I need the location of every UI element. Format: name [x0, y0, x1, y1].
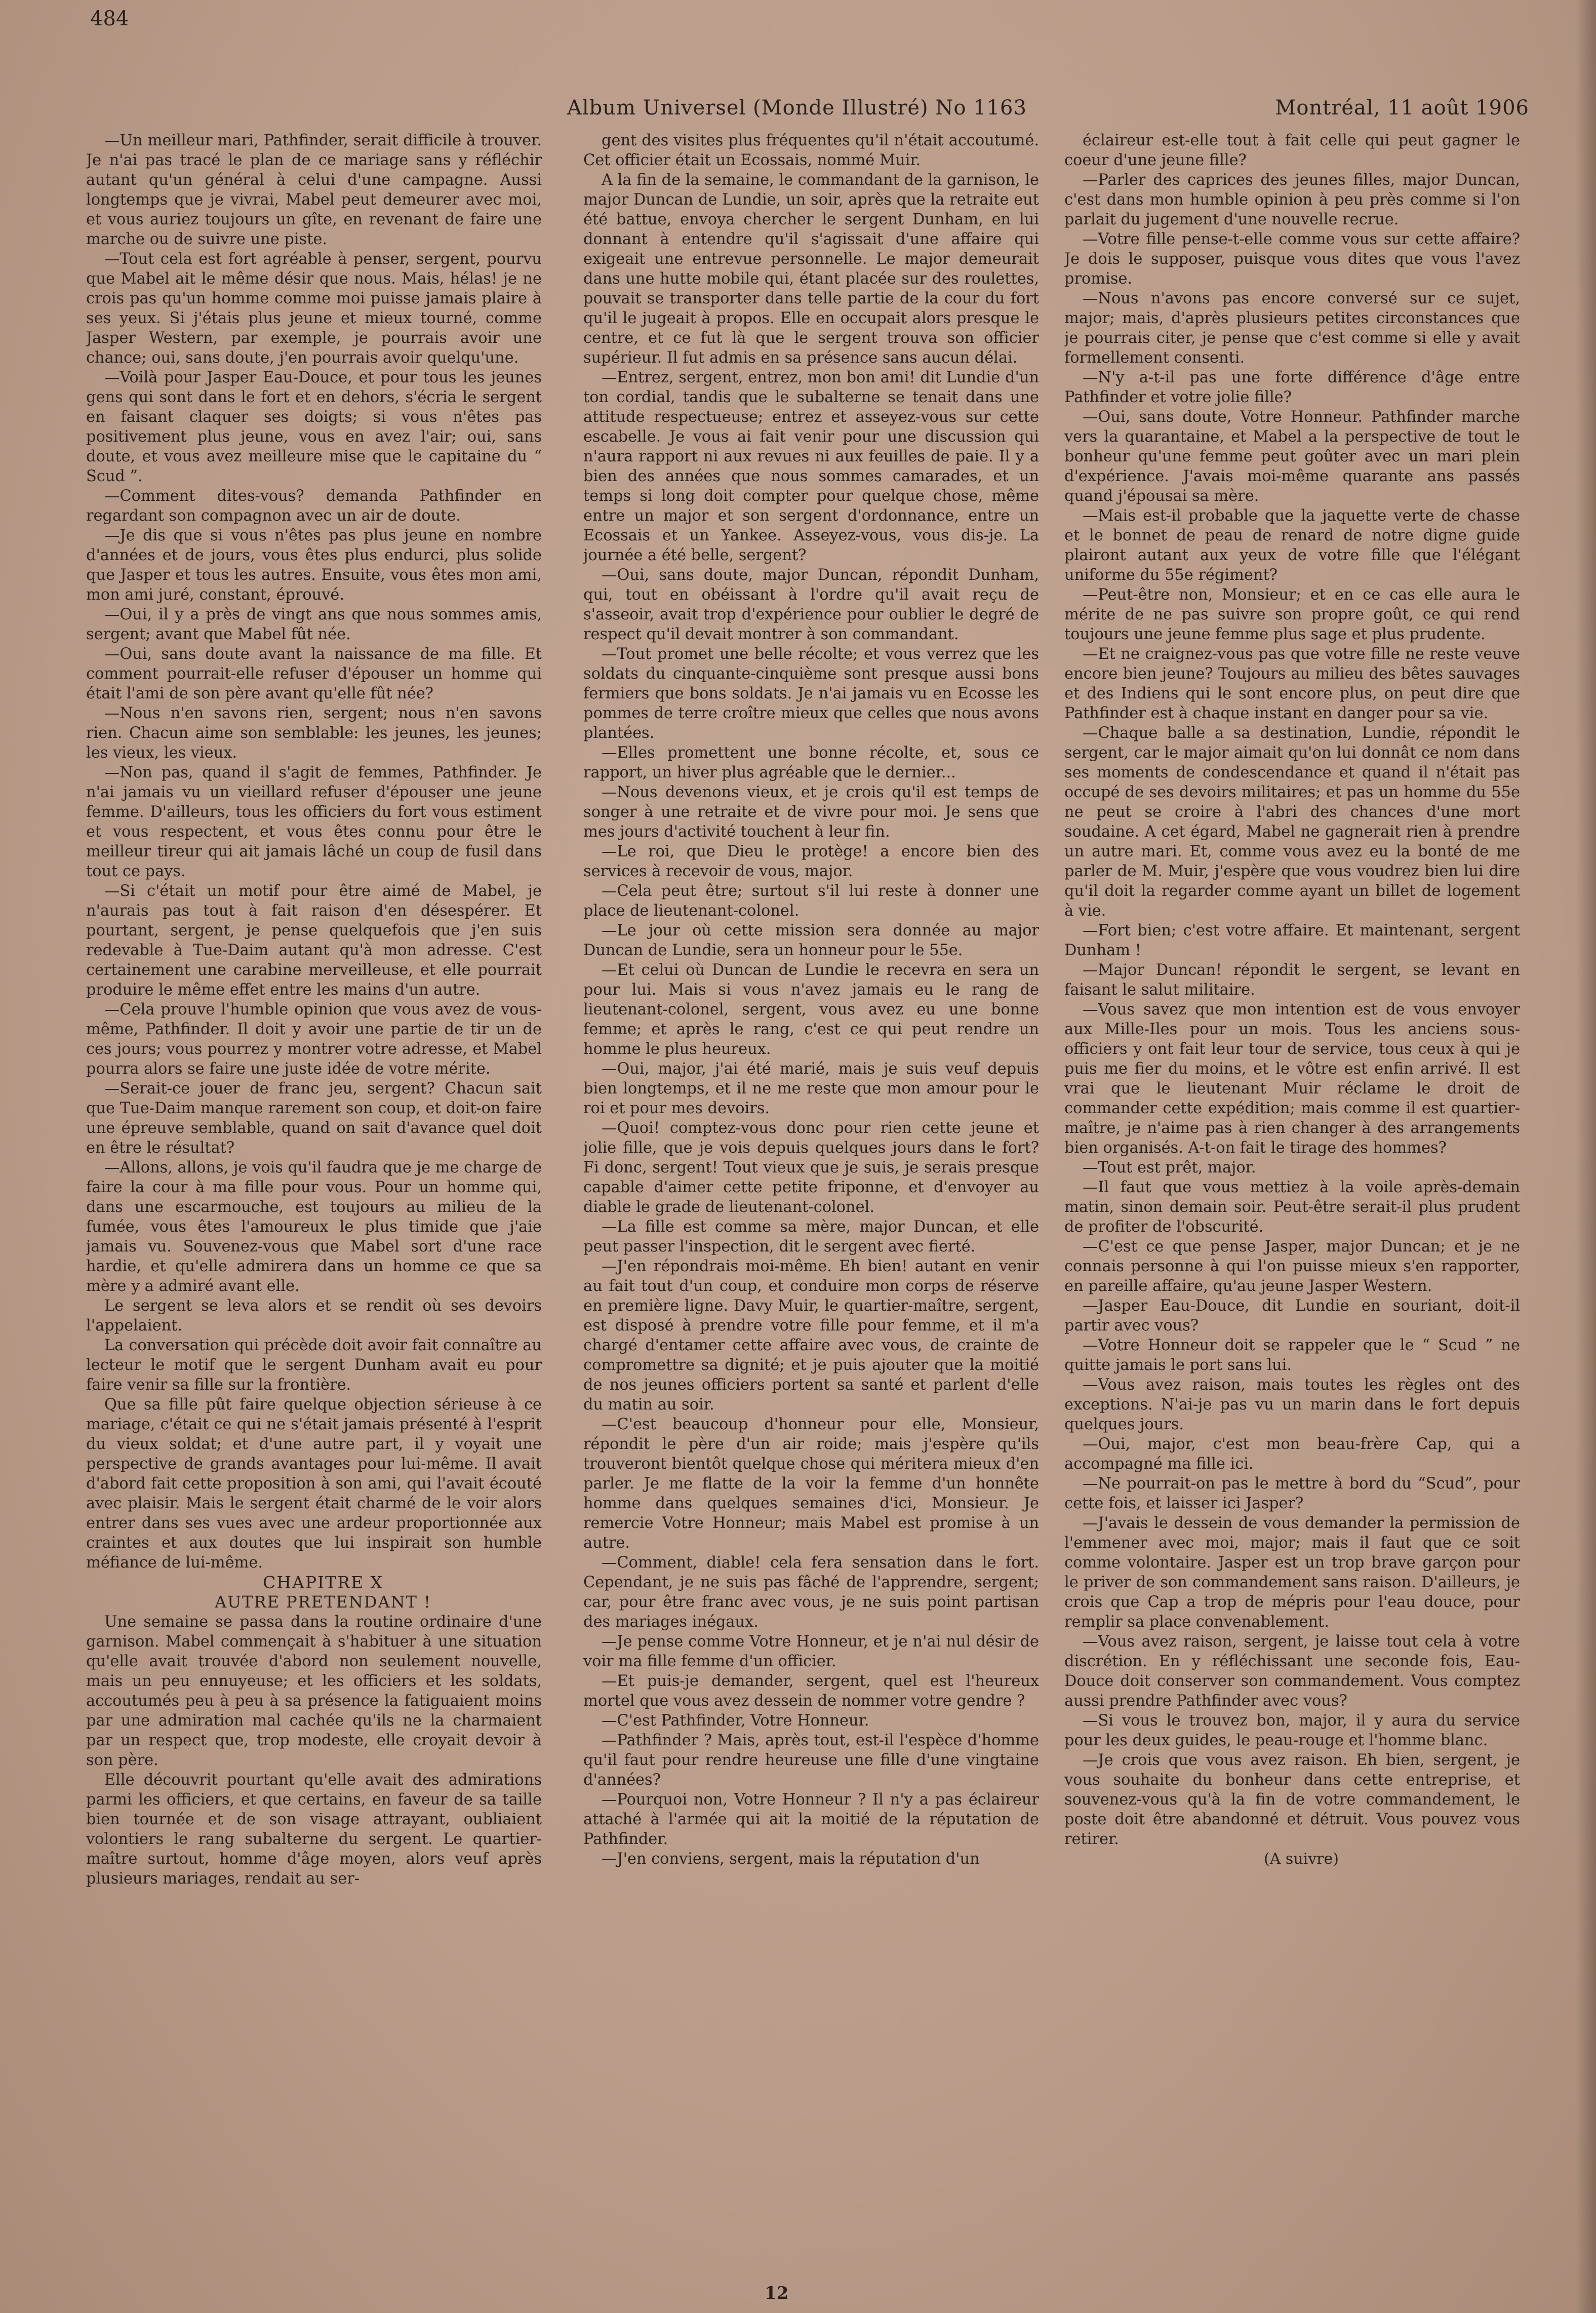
- column-3: [1064, 131, 1520, 2273]
- paragraph: —Vous avez raison, mais toutes les règles ont des exceptions. N'ai-je pas vu un marin dans le fort depuis quelques jours.: [1064, 1376, 1520, 1433]
- paragraph: —Si vous le trouvez bon, major, il y aura du service pour les deux guides, le peau-rouge et l'homme blanc.: [1064, 1712, 1520, 1749]
- paragraph: —Pathfinder ? Mais, après tout, est-il l'espèce d'homme qu'il faut pour rendre heureuse une fille d'une vingtaine d'années?: [583, 1732, 1039, 1789]
- paragraph: —Oui, sans doute, Votre Honneur. Pathfinder marche vers la quarantaine, et Mabel a la perspective de tout le bonheur qu'une femme peut goûter avec un mari plein d'expérience. J'avais moi-même quarante ans passés quand j'épousai sa mère.: [1064, 408, 1520, 505]
- column-1: [86, 131, 542, 2273]
- paragraph: —J'en conviens, sergent, mais la réputation d'un: [602, 1850, 980, 1868]
- paragraph: La conversation qui précède doit avoir fait connaître au lecteur le motif que le sergent Dunham avait eu pour faire venir sa fille sur la frontière.: [86, 1337, 542, 1394]
- page-number: 484: [90, 7, 129, 30]
- paragraph: —Et celui où Duncan de Lundie le recevra en sera un pour lui. Mais si vous n'avez jamais eu le rang de lieutenant-colonel, sergent, vous avez eu une bonne femme; et après le rang, c'est ce qui peut rendre un homme le plus heureux.: [583, 961, 1039, 1058]
- paragraph: —Cela peut être; surtout s'il lui reste à donner une place de lieutenant-colonel.: [583, 882, 1039, 920]
- paragraph: —J'en répondrais moi-même. Eh bien! autant en venir au fait tout d'un coup, et conduire mon corps de réserve en première ligne. Davy Muir, le quartier-maître, sergent, est disposé à prendre votre fille pour femme, et il m'a chargé d'entamer cette affaire avec vous, de crainte de compromettre sa dignité; et je puis ajouter que la moitié de nos jeunes officiers portent sa santé et parlent d'elle du matin au soir.: [583, 1258, 1039, 1414]
- paragraph: gent des visites plus fréquentes qu'il n'était accoutumé. Cet officier était un Ecossais, nommé Muir.: [583, 132, 1039, 169]
- paragraph: —Vous avez raison, sergent, je laisse tout cela à votre discrétion. En y réfléchissant une seconde fois, Eau-Douce doit conserver son commandement. Vous comptez aussi prendre Pathfinder avec vous?: [1064, 1633, 1520, 1710]
- paragraph: —Tout cela est fort agréable à penser, sergent, pourvu que Mabel ait le même désir que nous. Mais, hélas! je ne crois pas qu'un homme comme moi puisse jamais plaire à ses yeux. Si j'étais plus jeune et mieux tourné, comme Jasper Western, par exemple, je pourrais avoir une chance; oui, sans doute, j'en pourrais avoir quelqu'une.: [86, 250, 542, 367]
- paragraph: —Je crois que vous avez raison. Eh bien, sergent, je vous souhaite du bonheur dans cette entreprise, et souvenez-vous qu'à la fin de votre commandement, le poste doit être abandonné et détruit. Vous pouvez vous retirer.: [1064, 1751, 1520, 1848]
- paragraph: —Et ne craignez-vous pas que votre fille ne reste veuve encore bien jeune? Toujours au milieu des bêtes sauvages et des Indiens qui le sont encore plus, on peut dire que Pathfinder est à chaque instant en danger pour sa vie.: [1064, 645, 1520, 722]
- paragraph: —Le roi, que Dieu le protège! a encore bien des services à recevoir de vous, major.: [583, 843, 1039, 880]
- paragraph: —Oui, major, c'est mon beau-frère Cap, qui a accompagné ma fille ici.: [1064, 1435, 1520, 1473]
- paragraph: Que sa fille pût faire quelque objection sérieuse à ce mariage, c'était ce qui ne s'était jamais présenté à l'esprit du vieux soldat; et d'une autre part, il y voyait une perspective de grands avantages pour lui-même. Il avait d'abord fait cette proposition à son ami, qui l'avait écouté avec plaisir. Mais le sergent était charmé de le voir alors entrer dans ses vues avec une ardeur proportionnée aux craintes et aux doutes que lui inspirait son humble méfiance de lui-même.: [86, 1396, 542, 1572]
- paragraph: —Major Duncan! répondit le sergent, se levant en faisant le salut militaire.: [1064, 961, 1520, 999]
- paragraph: —J'avais le dessein de vous demander la permission de l'emmener avec moi, major; mais il faut que ce soit comme volontaire. Jasper est un trop brave garçon pour le priver de son commandement sans raison. D'ailleurs, je crois que Cap a trop de mépris pour l'eau douce, pour remplir sa place convenablement.: [1064, 1514, 1520, 1631]
- paragraph: —Pourquoi non, Votre Honneur ? Il n'y a pas éclaireur attaché à l'armée qui ait la moitié de la réputation de Pathfinder.: [583, 1791, 1039, 1848]
- paragraph: —Nous n'en savons rien, sergent; nous n'en savons rien. Chacun aime son semblable: les jeunes, les jeunes; les vieux, les vieux.: [86, 704, 542, 762]
- paragraph: —Comment dites-vous? demanda Pathfinder en regardant son compagnon avec un air de doute.: [86, 487, 542, 525]
- paragraph: —Voilà pour Jasper Eau-Douce, et pour tous les jeunes gens qui sont dans le fort et en dehors, s'écria le sergent en faisant claquer ses doigts; si vous n'êtes pas positivement plus jeune, vous en avez l'air; oui, sans doute, et vous avez meilleure mise que le capitaine du “ Scud ”.: [86, 369, 542, 485]
- paragraph: —Comment, diable! cela fera sensation dans le fort. Cependant, je ne suis pas fâché de l'apprendre, sergent; car, pour être franc avec vous, je ne suis point partisan des mariages inégaux.: [583, 1554, 1039, 1631]
- chapter-text: [86, 1612, 542, 1889]
- paragraph: —Ne pourrait-on pas le mettre à bord du “Scud”, pour cette fois, et laisser ici Jasper?: [1064, 1475, 1520, 1512]
- paragraph: —Entrez, sergent, entrez, mon bon ami! dit Lundie d'un ton cordial, tandis que le subalterne se tenait dans une attitude respectueuse; entrez et asseyez-vous sur cette escabelle. Je vous ai fait venir pour une discussion qui n'aura rapport ni aux revues ni aux feuilles de paie. Il y a bien des années que nous sommes camarades, et un temps si long doit compter pour quelque chose, même entre un major et son sergent d'ordonnance, entre un Ecossais et un Yankee. Asseyez-vous, vous dis-je. La journée a été belle, sergent?: [583, 369, 1039, 564]
- paragraph: —N'y a-t-il pas une forte différence d'âge entre Pathfinder et votre jolie fille?: [1064, 369, 1520, 406]
- paragraph: —Cela prouve l'humble opinion que vous avez de vous-même, Pathfinder. Il doit y avoir une partie de tir un de ces jours; vous pourrez y montrer votre adresse, et Mabel pourra alors se faire une juste idée de votre mérite.: [86, 1001, 542, 1078]
- paragraph: —Votre fille pense-t-elle comme vous sur cette affaire? Je dois le supposer, puisque vous dites que vous l'avez promise.: [1064, 230, 1520, 288]
- paragraph: —Allons, allons, je vois qu'il faudra que je me charge de faire la cour à ma fille pour vous. Pour un homme qui, dans une escarmouche, est toujours au milieu de la fumée, vous êtes l'amoureux le plus timide que j'aie jamais vu. Souvenez-vous que Mabel sort d'une race hardie, et qu'elle admirera dans un homme ce que sa mère y a admiré avant elle.: [86, 1159, 542, 1295]
- paragraph: —Quoi! comptez-vous donc pour rien cette jeune et jolie fille, que je vois depuis quelques jours dans le fort? Fi donc, sergent! Tout vieux que je suis, je serais presque capable d'aimer cette petite friponne, et d'envoyer au diable le grade de lieutenant-colonel.: [583, 1119, 1039, 1216]
- paragraph: —Si c'était un motif pour être aimé de Mabel, je n'aurais pas tout à fait raison d'en désespérer. Et pourtant, sergent, je pense quelquefois que j'en suis redevable à Tue-Daim autant qu'à mon adresse. C'est certainement une carabine merveilleuse, et elle pourrait produire le même effet entre les mains d'un autre.: [86, 882, 542, 999]
- paragraph: —Serait-ce jouer de franc jeu, sergent? Chacun sait que Tue-Daim manque rarement son coup, et doit-on faire une épreuve semblable, quand on sait d'avance quel doit en être le résultat?: [86, 1080, 542, 1157]
- page-edge-shadow: [1576, 0, 1596, 2313]
- paragraph: —Fort bien; c'est votre affaire. Et maintenant, sergent Dunham !: [1064, 922, 1520, 959]
- paragraph: —Oui, sans doute, major Duncan, répondit Dunham, qui, tout en obéissant à l'ordre qu'il avait reçu de s'asseoir, avait trop d'expérience pour oublier le degré de respect qu'il devait montrer à son commandant.: [583, 566, 1039, 643]
- column-1-text: [86, 131, 542, 1573]
- paragraph: —C'est Pathfinder, Votre Honneur.: [602, 1712, 869, 1730]
- paragraph: —Tout est prêt, major.: [1083, 1159, 1256, 1177]
- paragraph: —Oui, major, j'ai été marié, mais je suis veuf depuis bien longtemps, et il ne me reste que mon amour pour le roi et pour mes devoirs.: [583, 1060, 1039, 1117]
- paragraph: —C'est beaucoup d'honneur pour elle, Monsieur, répondit le père d'un air roide; mais j'espère qu'ils trouveront bientôt quelque chose qui méritera mieux d'en parler. Je me flatte de la voir la femme d'un honnête homme dans quelques semaines d'ici, Monsieur. Je remercie Votre Honneur; mais Mabel est promise à un autre.: [583, 1416, 1039, 1552]
- paragraph: —Et puis-je demander, sergent, quel est l'heureux mortel que vous avez dessein de nommer votre gendre ?: [583, 1672, 1039, 1710]
- column-3-text: [1064, 131, 1520, 1849]
- paragraph: —La fille est comme sa mère, major Duncan, et elle peut passer l'inspection, dit le sergent avec fierté.: [583, 1218, 1039, 1256]
- paragraph: —Tout promet une belle récolte; et vous verrez que les soldats du cinquante-cinquième sont presque aussi bons fermiers que bons soldats. Je n'ai jamais vu en Ecosse les pommes de terre croître mieux que celles que nous avons plantées.: [583, 645, 1039, 742]
- paragraph: —Non pas, quand il s'agit de femmes, Pathfinder. Je n'ai jamais vu un vieillard refuser d'épouser une jeune femme. D'ailleurs, tous les officiers du fort vous estiment et vous respectent, et vous êtes connu pour être le meilleur tireur qui ait jamais lâché un coup de fusil dans tout ce pays.: [86, 764, 542, 880]
- paragraph: —Elles promettent une bonne récolte, et, sous ce rapport, un hiver plus agréable que le dernier...: [583, 744, 1039, 781]
- chapter-subtitle: AUTRE PRETENDANT !: [215, 1592, 431, 1612]
- issue-date: Montréal, 11 août 1906: [1275, 96, 1529, 120]
- to-be-continued: (A suivre): [1264, 1850, 1339, 1868]
- paragraph: —Je pense comme Votre Honneur, et je n'ai nul désir de voir ma fille femme d'un officier.: [583, 1633, 1039, 1670]
- paragraph: —Chaque balle a sa destination, Lundie, répondit le sergent, car le major aimait qu'on lui donnât ce nom dans ses moments de condescendance et quand il n'était pas occupé de ses devoirs militaires; et pas un homme du 55e ne peut se croire à l'abri des chances d'une mort soudaine. A cet égard, Mabel ne gagnerait rien à prendre un autre mari. Et, comme vous avez eu la bonté de me parler de M. Muir, j'espère que vous voudrez bien lui dire qu'il doit la regarder comme ayant un billet de logement à vie.: [1064, 724, 1520, 920]
- paragraph: Le sergent se leva alors et se rendit où ses devoirs l'appelaient.: [86, 1297, 542, 1335]
- paragraph: —Nous n'avons pas encore conversé sur ce sujet, major; mais, d'après plusieurs petites circonstances que je pourrais citer, je pense que c'est comme si elle y avait formellement consenti.: [1064, 290, 1520, 367]
- folio-number: 12: [765, 2283, 789, 2303]
- running-head: [567, 96, 1529, 125]
- paragraph: —Peut-être non, Monsieur; et en ce cas elle aura le mérite de ne pas suivre son propre goût, ce qui rend toujours une jeune femme plus sage et plus prudente.: [1064, 586, 1520, 643]
- publication-title: Album Universel (Monde Illustré) No 1163: [567, 96, 1027, 120]
- paragraph: —Mais est-il probable que la jaquette verte de chasse et le bonnet de peau de renard de notre digne guide plairont autant aux yeux de votre fille que l'élégant uniforme du 55e régiment?: [1064, 507, 1520, 584]
- column-2: [583, 131, 1039, 2273]
- paragraph: —Oui, il y a près de vingt ans que nous sommes amis, sergent; avant que Mabel fût née.: [86, 606, 542, 643]
- paragraph: —Je dis que si vous n'êtes pas plus jeune en nombre d'années et de jours, vous êtes plus endurci, plus solide que Jasper et tous les autres. Ensuite, vous êtes mon ami, mon ami juré, constant, éprouvé.: [86, 527, 542, 604]
- paragraph: —Vous savez que mon intention est de vous envoyer aux Mille-Iles pour un mois. Tous les anciens sous-officiers y ont fait leur tour de service, tous ceux à qui je puis me fier du moins, et le vôtre est enfin arrivé. Il est vrai que le lieutenant Muir réclame le droit de commander cette expédition; mais comme il est quartier-maître, je n'aime pas à rien changer à des arrangements bien organisés. A-t-on fait le tirage des hommes?: [1064, 1001, 1520, 1157]
- paragraph: —Le jour où cette mission sera donnée au major Duncan de Lundie, sera un honneur pour le 55e.: [583, 922, 1039, 959]
- paragraph: —Jasper Eau-Douce, dit Lundie en souriant, doit-il partir avec vous?: [1064, 1297, 1520, 1335]
- paragraph: Elle découvrit pourtant qu'elle avait des admirations parmi les officiers, et que certains, en faveur de sa taille bien tournée et de son visage attrayant, oubliaient volontiers le rang subalterne du sergent. Le quartier-maître surtout, homme d'âge moyen, alors veuf après plusieurs mariages, rendait au ser-: [86, 1771, 542, 1888]
- chapter-title: CHAPITRE X: [262, 1573, 384, 1592]
- paragraph: —Oui, sans doute avant la naissance de ma fille. Et comment pourrait-elle refuser d'épouser un homme qui était l'ami de son père avant qu'elle fût née?: [86, 645, 542, 702]
- paragraph: —Un meilleur mari, Pathfinder, serait difficile à trouver. Je n'ai pas tracé le plan de ce mariage sans y réfléchir autant qu'un général à celui d'une campagne. Aussi longtemps que je vivrai, Mabel peut demeurer avec moi, et vous auriez toujours un gîte, en revenant de faire une marche ou de suivre une piste.: [86, 132, 542, 248]
- paragraph: A la fin de la semaine, le commandant de la garnison, le major Duncan de Lundie, un soir, après que la retraite eut été battue, envoya chercher le sergent Dunham, en lui donnant à entendre qu'il s'agissait d'une affaire qui exigeait une entrevue personnelle. Le major demeurait dans une hutte mobile qui, étant placée sur des roulettes, pouvait se transporter dans telle partie de la cour du fort qu'il le jugeait à propos. Elle en occupait alors presque le centre, et ce fut là que le sergent trouva son officier supérieur. Il fut admis en sa présence sans aucun délai.: [583, 171, 1039, 367]
- paragraph: —Votre Honneur doit se rappeler que le “ Scud ” ne quitte jamais le port sans lui.: [1064, 1337, 1520, 1374]
- column-2-text: [583, 131, 1039, 1869]
- paragraph: Une semaine se passa dans la routine ordinaire d'une garnison. Mabel commençait à s'habituer à une situation qu'elle avait trouvée d'abord non seulement nouvelle, mais un peu ennuyeuse; et les officiers et les soldats, accoutumés peu à peu à sa présence la fatiguaient moins par une admiration mal cachée qu'ils ne la charmaient par un respect que, trop modeste, elle croyait devoir à son père.: [86, 1613, 542, 1769]
- paragraph: éclaireur est-elle tout à fait celle qui peut gagner le coeur d'une jeune fille?: [1064, 132, 1520, 169]
- paragraph: —Parler des caprices des jeunes filles, major Duncan, c'est dans mon humble opinion à peu près comme si l'on parlait du jugement d'une nouvelle recrue.: [1064, 171, 1520, 228]
- paragraph: —Il faut que vous mettiez à la voile après-demain matin, sinon demain soir. Peut-être serait-il plus prudent de profiter de l'obscurité.: [1064, 1179, 1520, 1236]
- paragraph: —C'est ce que pense Jasper, major Duncan; et je ne connais personne à qui l'on puisse mieux s'en rapporter, en pareille affaire, qu'au jeune Jasper Western.: [1064, 1238, 1520, 1295]
- paragraph: —Nous devenons vieux, et je crois qu'il est temps de songer à une retraite et de vivre pour moi. Je sens que mes jours d'activité touchent à leur fin.: [583, 783, 1039, 841]
